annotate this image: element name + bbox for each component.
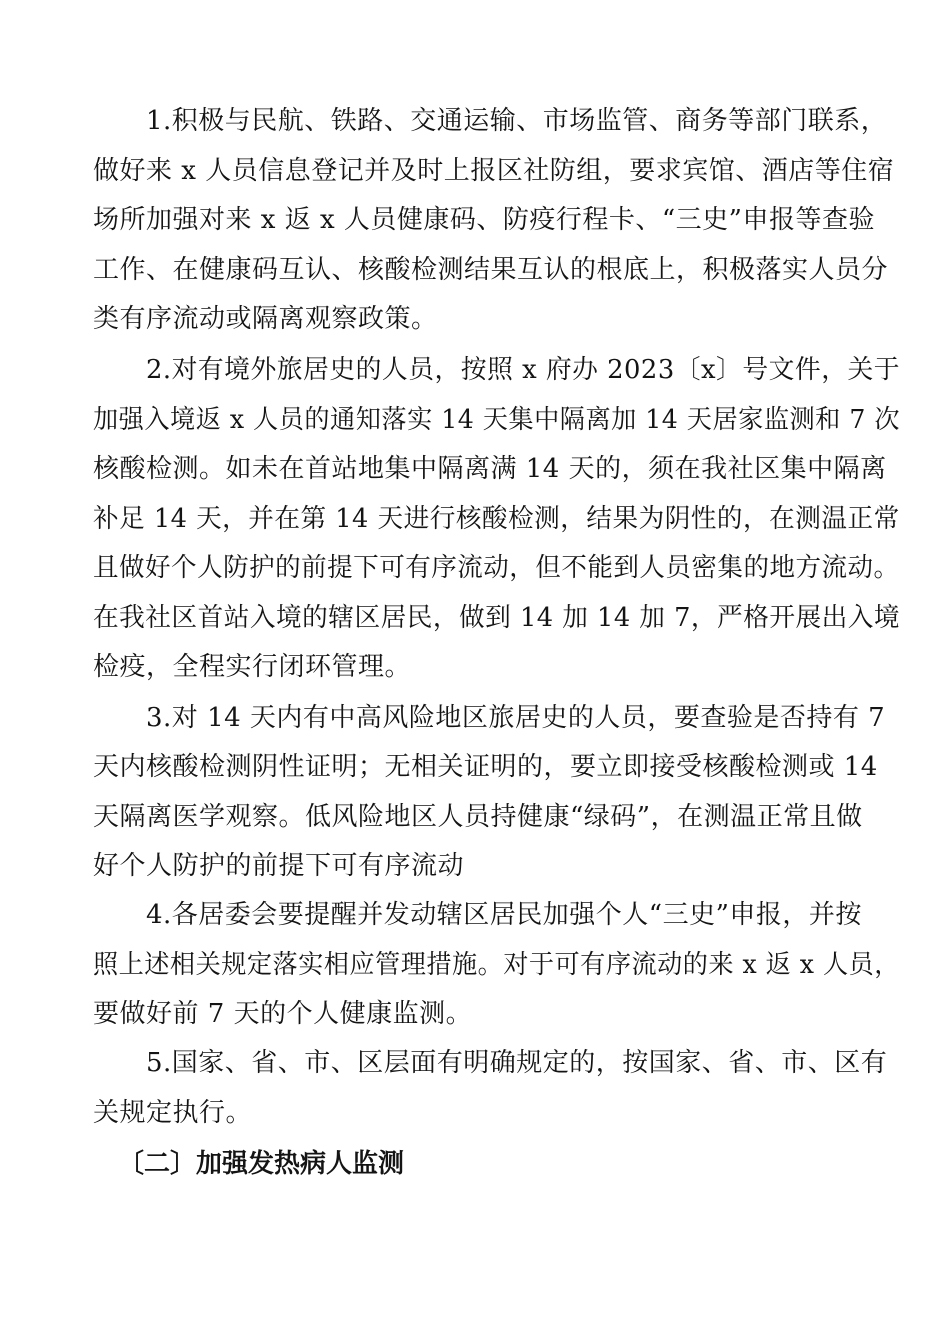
paragraph-2-line-7: 检疫，全程实行闭环管理。 [93, 652, 412, 682]
paragraph-4-line-1: 4.各居委会要提醒并发动辖区居民加强个人“三史”申报，并按 [146, 900, 862, 930]
section-heading: 〔二〕加强发热病人监测 [118, 1149, 405, 1179]
paragraph-1-line-1: 1.积极与民航、铁路、交通运输、市场监管、商务等部门联系， [146, 106, 888, 136]
paragraph-1-line-4: 工作、在健康码互认、核酸检测结果互认的根底上，积极落实人员分 [93, 255, 889, 285]
paragraph-2-line-3: 核酸检测。如未在首站地集中隔离满 14 天的，须在我社区集中隔离 [93, 454, 887, 484]
paragraph-4-line-3: 要做好前 7 天的个人健康监测。 [93, 999, 473, 1029]
paragraph-1-line-2: 做好来 x 人员信息登记并及时上报区社防组，要求宾馆、酒店等住宿 [93, 156, 895, 186]
paragraph-3-line-4: 好个人防护的前提下可有序流动 [93, 851, 465, 881]
paragraph-5-line-1: 5.国家、省、市、区层面有明确规定的，按国家、省、市、区有 [146, 1048, 888, 1078]
paragraph-1-line-5: 类有序流动或隔离观察政策。 [93, 304, 438, 334]
paragraph-2-line-5: 且做好个人防护的前提下可有序流动，但不能到人员密集的地方流动。 [93, 553, 900, 583]
paragraph-3-line-1: 3.对 14 天内有中高风险地区旅居史的人员，要查验是否持有 7 [146, 703, 886, 733]
paragraph-2-line-2: 加强入境返 x 人员的通知落实 14 天集中隔离加 14 天居家监测和 7 次 [93, 405, 901, 435]
paragraph-2-line-4: 补足 14 天，并在第 14 天进行核酸检测，结果为阴性的，在测温正常 [93, 504, 900, 534]
paragraph-3-line-2: 天内核酸检测阴性证明；无相关证明的，要立即接受核酸检测或 14 [93, 752, 878, 782]
paragraph-4-line-2: 照上述相关规定落实相应管理措施。对于可有序流动的来 x 返 x 人员， [93, 950, 900, 980]
paragraph-5-line-2: 关规定执行。 [93, 1098, 253, 1128]
paragraph-2-line-6: 在我社区首站入境的辖区居民，做到 14 加 14 加 7，严格开展出入境 [93, 603, 901, 633]
paragraph-1-line-3: 场所加强对来 x 返 x 人员健康码、防疫行程卡、“三史”申报等查验 [93, 205, 875, 235]
paragraph-2-line-1: 2.对有境外旅居史的人员，按照 x 府办 2023〔x〕号文件，关于 [146, 355, 901, 385]
paragraph-3-line-3: 天隔离医学观察。低风险地区人员持健康“绿码”，在测温正常且做 [93, 802, 863, 832]
